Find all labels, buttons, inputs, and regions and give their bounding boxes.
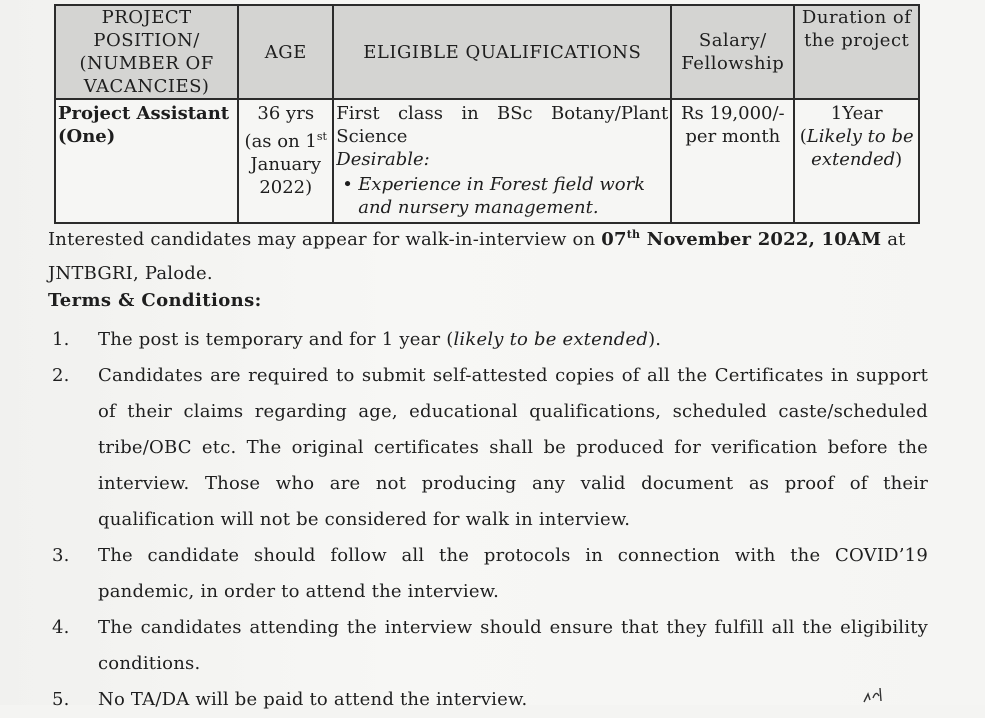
list-item xyxy=(48,322,928,358)
term-number: 4. xyxy=(52,617,70,638)
term-text: The post is temporary and for 1 year ( xyxy=(98,329,454,350)
duration-note-text: Likely to be extended xyxy=(806,126,914,170)
term-text-italic: likely to be extended xyxy=(453,329,649,350)
list-item xyxy=(48,358,928,538)
interview-lead: Interested candidates may appear for walk-in-interview on xyxy=(48,229,602,250)
age-as-on-sup: st xyxy=(316,130,327,143)
age-as-on xyxy=(241,125,330,199)
age-value: 36 yrs xyxy=(257,103,315,124)
term-text: No TA/DA will be paid to attend the interview. xyxy=(98,689,528,710)
interview-paragraph xyxy=(48,218,923,291)
duration-value: 1Year xyxy=(830,103,883,124)
header-qualifications: ELIGIBLE QUALIFICATIONS xyxy=(333,5,671,99)
term-number: 5. xyxy=(52,689,70,710)
cell-qualifications xyxy=(333,99,671,223)
list-item xyxy=(48,538,928,610)
terms-heading: Terms & Conditions: xyxy=(48,290,262,311)
interview-date-rest: November 2022, 10AM xyxy=(640,229,882,250)
duration-note-close: ) xyxy=(895,149,903,170)
cell-salary: Rs 19,000/- per month xyxy=(671,99,794,223)
table-row xyxy=(55,99,919,223)
desirable-label: Desirable: xyxy=(336,149,430,170)
term-text: The candidate should follow all the protocols in connection with the COVID’19 pandemic, in order to attend the interview. xyxy=(98,545,928,602)
list-item xyxy=(48,682,928,718)
term-text: Candidates are required to submit self-attested copies of all the Certificates in support of their claims regarding age, educational qualifications, scheduled caste/scheduled tribe/OBC etc. The original certificates shall be produced for verification before the interview. Those who are not producing any valid document as proof of their qualification will not be considered for walk in interview. xyxy=(98,365,928,530)
desirable-item-text: Experience in Forest field work and nursery management. xyxy=(358,174,646,218)
handwritten-mark-icon xyxy=(862,684,884,704)
interview-tail: at JNTBGRI, Palode. xyxy=(48,229,906,284)
term-text-after: ). xyxy=(648,329,662,350)
cell-duration xyxy=(794,99,919,223)
age-as-on-suffix: January 2022) xyxy=(250,154,322,198)
header-duration: Duration of the project xyxy=(794,5,919,99)
cell-age xyxy=(238,99,333,223)
duration-note xyxy=(797,125,916,171)
header-age: AGE xyxy=(238,5,333,99)
interview-date-sup: th xyxy=(626,228,641,241)
bullet-dot-icon: • xyxy=(342,174,353,195)
terms-list xyxy=(48,322,928,718)
term-number: 1. xyxy=(52,329,70,350)
desirable-list xyxy=(336,173,668,219)
header-salary: Salary/ Fellowship xyxy=(671,5,794,99)
header-position: PROJECT POSITION/ (NUMBER OF VACANCIES) xyxy=(55,5,238,99)
duration-note-open: ( xyxy=(799,126,807,147)
cell-position: Project Assistant (One) xyxy=(55,99,238,223)
term-number: 2. xyxy=(52,365,70,386)
table-header-row xyxy=(55,5,919,99)
essential-qualification: First class in BSc Botany/Plant Science xyxy=(336,103,669,147)
interview-date-day: 07 xyxy=(601,229,627,250)
list-item xyxy=(336,173,668,219)
vacancy-table xyxy=(54,4,920,224)
term-number: 3. xyxy=(52,545,70,566)
term-text: The candidates attending the interview should ensure that they fulfill all the eligibility conditions. xyxy=(98,617,928,674)
interview-date xyxy=(601,229,881,250)
age-as-on-prefix: (as on 1 xyxy=(244,131,317,152)
list-item xyxy=(48,610,928,682)
